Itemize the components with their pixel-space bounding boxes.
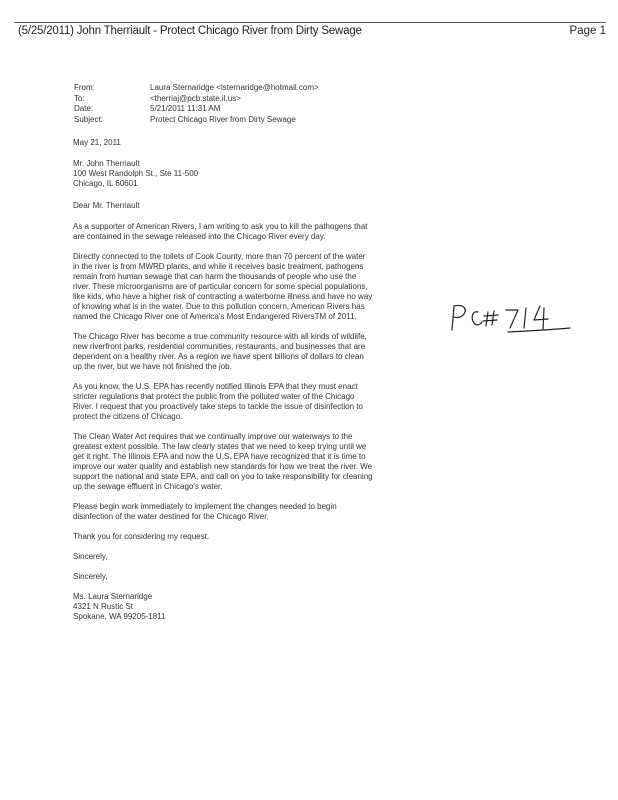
closing: Sincerely, bbox=[73, 552, 108, 561]
subject-value: Protect Chicago River from Dirty Sewage bbox=[150, 114, 296, 124]
paragraph: Directly connected to the toilets of Cook County, more than 70 percent of the water in the river is from MWRD plants, and while it receives basic treatment, pathogens remain from human sewage that can harm the thousands of people who use the river. These microorganisms are of particular concern for some special populations, like kids, who have a higher risk of contracting a waterborne illness and have no way of knowing what is in the water. Due to this pollution concern, American Rivers has named the Chicago River one of America's Most Endangered RiversTM of 2011. bbox=[73, 252, 373, 321]
paragraph: Please begin work immediately to implement the changes needed to begin disinfection of the water destined for the Chicago River. bbox=[73, 502, 337, 521]
from-label: From: bbox=[74, 83, 95, 92]
salutation: Dear Mr. Therriault bbox=[73, 201, 140, 210]
paragraph: Thank you for considering my request. bbox=[73, 532, 210, 541]
date-label: Date: bbox=[74, 104, 94, 113]
page-number: Page 1 bbox=[569, 25, 606, 37]
header-row-from bbox=[74, 83, 410, 94]
paragraph: The Clean Water Act requires that we continually improve our waterways to the greatest extent possible. The law clearly states that we need to keep trying until we get it right. The Illinois EPA and now the U.S. EPA have recognized that it is time to improve our water quality and establish new standards for how we treat the river. We support the national and state EPA, and call on you to take responsibility for cleaning up the sewage effluent in Chicago's water. bbox=[73, 432, 373, 491]
header-title: (5/25/2011) John Therriault - Protect Chicago River from Dirty Sewage bbox=[18, 25, 362, 37]
letter-body bbox=[73, 138, 373, 632]
header-row-subject bbox=[74, 115, 410, 126]
to-label: To: bbox=[74, 93, 85, 103]
letter-date: May 21, 2011 bbox=[73, 138, 121, 147]
header-row-date bbox=[74, 104, 410, 115]
handwriting-drawing bbox=[448, 298, 578, 338]
date-value: 5/21/2011 11:31 AM bbox=[150, 104, 221, 113]
closing: Sincerely, bbox=[73, 572, 108, 581]
subject-label: Subject: bbox=[74, 114, 103, 124]
recipient-address: Mr. John Therriault 100 West Randolph St., Ste 11-500 Chicago, IL 60601 bbox=[73, 159, 199, 188]
paragraph: As a supporter of American Rivers, I am writing to ask you to kill the pathogens that are contained in the sewage released into the Chicago River every day. bbox=[73, 222, 368, 241]
handwritten-pc-number bbox=[448, 298, 578, 338]
from-value: Laura Sternaridge <lsternaridge@hotmail.com> bbox=[150, 83, 319, 92]
email-headers bbox=[74, 83, 410, 125]
paragraph: As you know, the U.S. EPA has recently notified Illinois EPA that they must enact stricter regulations that protect the public from the polluted water of the Chicago River. I request that you proactively take steps to tackle the issue of disinfection to protect the citizens of Chicago. bbox=[73, 382, 363, 421]
to-value: <therriaj@pcb.state.il.us> bbox=[150, 93, 241, 103]
header-row-to bbox=[74, 94, 410, 105]
paragraph: The Chicago River has become a true community resource with all kinds of wildlife, new riverfront parks, residential communities, restaurants, and businesses that are dependent on a healthy river. As a region we have spent billions of dollars to clean up the river, but we have not finished the job. bbox=[73, 332, 367, 371]
signature-block: Ms. Laura Sternaridge 4321 N Rustic St Spokane, WA 99205-1811 bbox=[73, 592, 166, 621]
